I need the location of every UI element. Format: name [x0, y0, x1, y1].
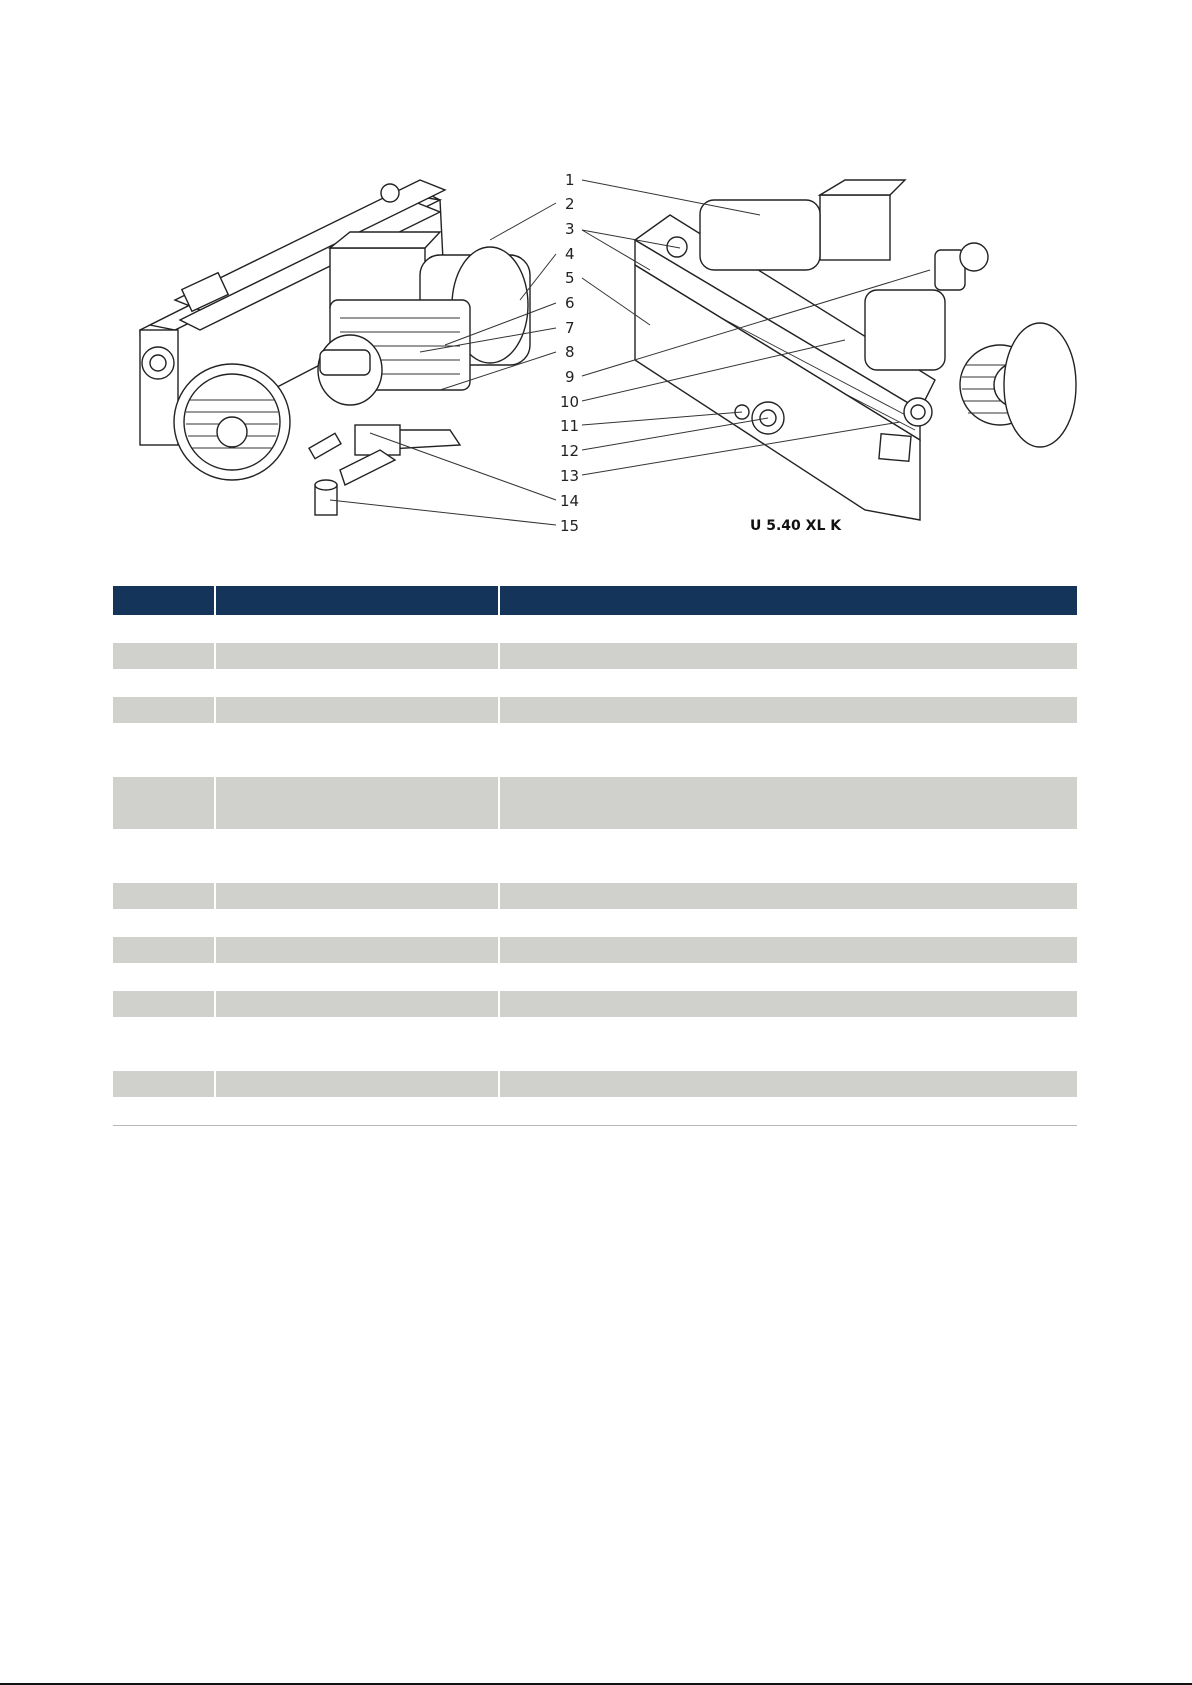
header-cell-pos	[113, 586, 215, 615]
table-cell	[499, 643, 1077, 669]
table-cell	[113, 963, 215, 991]
callout-3: 3	[565, 220, 575, 238]
table-cell	[113, 615, 215, 643]
table-cell	[499, 1071, 1077, 1097]
table-row	[113, 643, 1077, 669]
table-cell	[499, 909, 1077, 937]
callout-12: 12	[560, 442, 580, 460]
table-row	[113, 829, 1077, 883]
table-row	[113, 963, 1077, 991]
table-cell	[113, 1071, 215, 1097]
pump-right-view	[635, 180, 1076, 520]
table-row	[113, 723, 1077, 777]
table-cell	[113, 777, 215, 829]
table-cell	[499, 963, 1077, 991]
parts-table	[113, 586, 1077, 1125]
table-row	[113, 883, 1077, 909]
pump-left-view	[140, 180, 530, 515]
callout-numbers	[560, 171, 579, 535]
table-row	[113, 1097, 1077, 1125]
header-cell-description	[499, 586, 1077, 615]
table-row	[113, 937, 1077, 963]
table-cell	[113, 669, 215, 697]
pump-illustration	[0, 0, 1192, 560]
table-row	[113, 669, 1077, 697]
callout-7: 7	[565, 319, 575, 337]
table-cell	[113, 909, 215, 937]
table-cell	[499, 723, 1077, 777]
table-cell	[215, 1097, 499, 1125]
table-cell	[499, 937, 1077, 963]
callout-2: 2	[565, 195, 575, 213]
table-cell	[215, 883, 499, 909]
table-cell	[499, 777, 1077, 829]
table-cell	[499, 883, 1077, 909]
table-row	[113, 697, 1077, 723]
callout-15: 15	[560, 517, 580, 535]
header-cell-part	[215, 586, 499, 615]
callout-9: 9	[565, 368, 575, 386]
table-cell	[113, 829, 215, 883]
callout-10: 10	[560, 393, 580, 411]
callout-13: 13	[560, 467, 580, 485]
table-cell	[215, 991, 499, 1017]
table-cell	[215, 1071, 499, 1097]
model-label: U 5.40 XL K	[750, 518, 842, 534]
table-cell	[113, 723, 215, 777]
table-bottom-rule	[113, 1125, 1077, 1126]
table-row	[113, 615, 1077, 643]
callout-5: 5	[565, 269, 575, 287]
table-cell	[113, 991, 215, 1017]
table-cell	[113, 883, 215, 909]
table-cell	[499, 669, 1077, 697]
table-row	[113, 991, 1077, 1017]
table-row	[113, 1017, 1077, 1071]
table-cell	[499, 829, 1077, 883]
callout-11: 11	[560, 417, 580, 435]
table-cell	[499, 1017, 1077, 1071]
table-cell	[215, 1017, 499, 1071]
table-cell	[215, 963, 499, 991]
table-cell	[215, 937, 499, 963]
table-row	[113, 909, 1077, 937]
table-cell	[499, 697, 1077, 723]
callout-14: 14	[560, 492, 580, 510]
callout-6: 6	[565, 294, 575, 312]
table-header-row	[113, 586, 1077, 615]
table-cell	[499, 991, 1077, 1017]
table-cell	[215, 777, 499, 829]
table-cell	[113, 937, 215, 963]
table-cell	[113, 1017, 215, 1071]
table-cell	[215, 615, 499, 643]
table-cell	[215, 909, 499, 937]
table-cell	[113, 1097, 215, 1125]
table-row	[113, 777, 1077, 829]
table-cell	[499, 1097, 1077, 1125]
table-cell	[215, 669, 499, 697]
table-cell	[215, 697, 499, 723]
table-cell	[215, 829, 499, 883]
table-cell	[113, 697, 215, 723]
table-cell	[215, 723, 499, 777]
table-row	[113, 1071, 1077, 1097]
callout-4: 4	[565, 245, 575, 263]
table-cell	[215, 643, 499, 669]
callout-8: 8	[565, 343, 575, 361]
callout-1: 1	[565, 171, 575, 189]
table-cell	[499, 615, 1077, 643]
table-cell	[113, 643, 215, 669]
